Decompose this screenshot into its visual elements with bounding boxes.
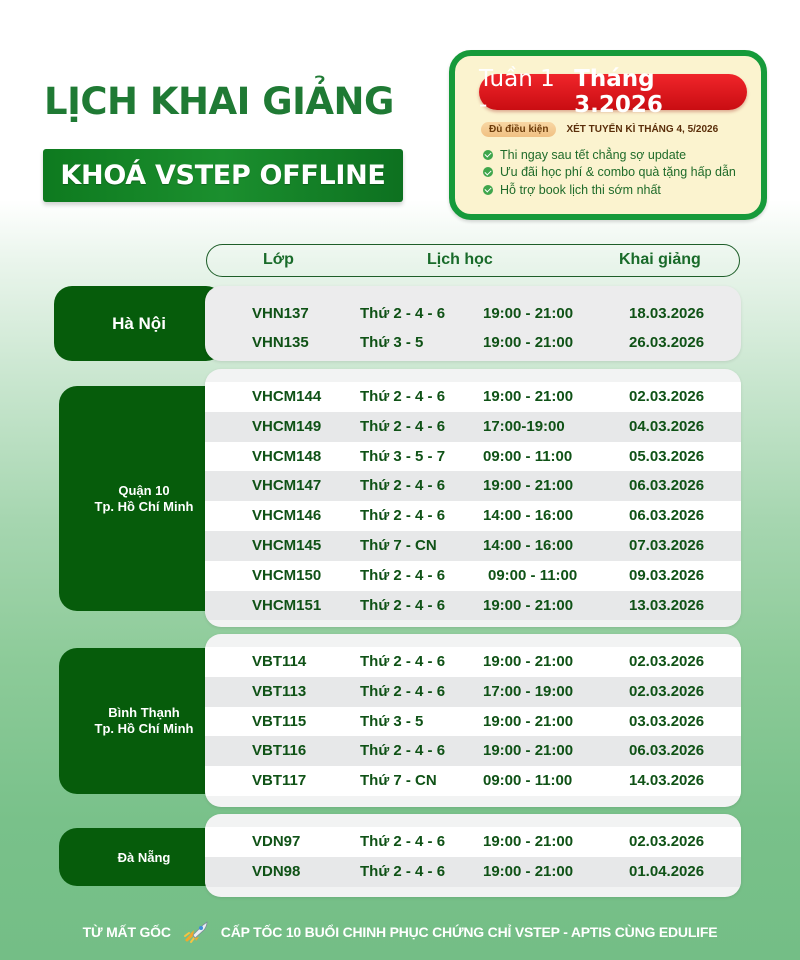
class-code: VHCM148 — [252, 447, 322, 465]
benefit-item — [483, 181, 736, 199]
class-time: 17:00-19:00 — [483, 417, 565, 435]
class-code: VBT117 — [252, 772, 307, 790]
class-time: 17:00 - 19:00 — [483, 682, 574, 700]
class-code: VHCM150 — [252, 566, 322, 584]
location-binhthanh — [59, 648, 229, 794]
class-days: Thứ 3 - 5 — [360, 712, 424, 730]
class-days: Thứ 2 - 4 - 6 — [360, 596, 446, 614]
benefit-text: Thi ngay sau tết chẳng sợ update — [500, 147, 687, 162]
class-days: Thứ 2 - 4 - 6 — [360, 417, 446, 435]
table-row — [205, 736, 741, 766]
class-days: Thứ 2 - 4 - 6 — [360, 388, 446, 405]
class-code: VHCM151 — [252, 596, 322, 614]
class-start: 14.03.2026 — [629, 772, 705, 790]
table-row — [205, 442, 741, 472]
class-time: 19:00 - 21:00 — [483, 305, 574, 322]
rocket-icon — [183, 920, 209, 944]
group-rows-binhthanh — [205, 634, 741, 807]
class-start: 03.03.2026 — [629, 712, 705, 730]
class-time: 19:00 - 21:00 — [483, 388, 574, 405]
class-time: 09:00 - 11:00 — [483, 772, 573, 790]
location-quan10 — [59, 386, 229, 611]
table-row — [205, 561, 741, 591]
class-code: VBT114 — [252, 653, 307, 670]
check-circle-icon — [483, 167, 493, 177]
class-start: 18.03.2026 — [629, 305, 705, 322]
table-row — [205, 501, 741, 531]
table-row — [205, 412, 741, 442]
location-danang — [59, 828, 229, 886]
class-start: 05.03.2026 — [629, 447, 705, 465]
group-rows-hanoi — [205, 286, 741, 361]
benefit-item — [483, 164, 736, 182]
class-code: VHCM146 — [252, 507, 322, 525]
location-hanoi — [54, 286, 224, 361]
column-start-date: Khai giảng — [619, 251, 701, 268]
group-rows-quan10 — [205, 369, 741, 627]
location-name: Đà Nẵng — [117, 849, 171, 865]
benefit-text: Hỗ trợ book lịch thi sớm nhất — [500, 182, 661, 197]
class-days: Thứ 2 - 4 - 6 — [360, 862, 446, 880]
column-class: Lớp — [263, 251, 294, 268]
table-row — [205, 647, 741, 677]
class-code: VBT113 — [252, 682, 307, 700]
class-start: 09.03.2026 — [629, 566, 705, 584]
table-row — [205, 857, 741, 887]
class-start: 02.03.2026 — [629, 388, 705, 405]
course-banner — [43, 149, 403, 202]
class-time: 19:00 - 21:00 — [483, 334, 574, 351]
check-circle-icon — [483, 150, 493, 160]
class-time: 19:00 - 21:00 — [483, 477, 574, 495]
class-days: Thứ 2 - 4 - 6 — [360, 566, 446, 584]
class-time: 19:00 - 21:00 — [483, 596, 574, 614]
class-time: 19:00 - 21:00 — [483, 742, 574, 760]
class-days: Thứ 2 - 4 - 6 — [360, 833, 446, 850]
eligible-badge: Đủ điều kiện — [481, 122, 556, 137]
footer-tagline — [0, 920, 800, 944]
class-start: 02.03.2026 — [629, 833, 705, 850]
class-start: 01.04.2026 — [629, 862, 705, 880]
class-start: 07.03.2026 — [629, 537, 705, 554]
table-row — [205, 531, 741, 561]
class-time: 19:00 - 21:00 — [483, 833, 574, 850]
class-days: Thứ 2 - 4 - 6 — [360, 742, 446, 760]
course-title: KHOÁ VSTEP OFFLINE — [60, 160, 386, 191]
location-name: Bình Thạnh — [108, 705, 180, 720]
class-start: 06.03.2026 — [629, 507, 705, 525]
table-row — [205, 591, 741, 621]
class-days: Thứ 3 - 5 - 7 — [360, 447, 446, 465]
check-circle-icon — [483, 185, 493, 195]
class-days: Thứ 3 - 5 — [360, 334, 424, 351]
location-name: Quận 10 — [118, 482, 170, 498]
class-start: 06.03.2026 — [629, 477, 705, 495]
class-start: 13.03.2026 — [629, 596, 705, 614]
class-time: 19:00 - 21:00 — [483, 653, 574, 670]
class-code: VDN97 — [252, 833, 301, 850]
class-start: 02.03.2026 — [629, 682, 705, 700]
class-code: VDN98 — [252, 862, 301, 880]
table-row — [205, 328, 741, 358]
class-code: VBT115 — [252, 712, 307, 730]
table-row — [205, 299, 741, 329]
table-row — [205, 707, 741, 737]
class-code: VHN135 — [252, 334, 309, 351]
table-row — [205, 382, 741, 412]
promo-card — [449, 50, 767, 220]
table-header — [206, 244, 740, 277]
location-city: Tp. Hồ Chí Minh — [94, 498, 194, 514]
location-name: Hà Nội — [112, 313, 166, 333]
eligible-text: XÉT TUYỂN KÌ THÁNG 4, 5/2026 — [566, 124, 719, 135]
column-schedule: Lịch học — [427, 251, 493, 268]
class-days: Thứ 2 - 4 - 6 — [360, 305, 446, 322]
benefit-item — [483, 146, 736, 164]
class-code: VBT116 — [252, 742, 307, 760]
table-row — [205, 471, 741, 501]
class-time: 09:00 - 11:00 — [488, 566, 578, 584]
benefit-text: Ưu đãi học phí & combo quà tặng hấp dẫn — [500, 165, 736, 180]
class-time: 14:00 - 16:00 — [483, 537, 574, 554]
location-city: Tp. Hồ Chí Minh — [94, 721, 194, 736]
class-code: VHN137 — [252, 305, 309, 322]
class-time: 19:00 - 21:00 — [483, 712, 574, 730]
week-badge — [479, 66, 747, 118]
class-time: 09:00 - 11:00 — [483, 447, 573, 465]
class-start: 02.03.2026 — [629, 653, 705, 670]
class-days: Thứ 2 - 4 - 6 — [360, 477, 446, 495]
class-days: Thứ 7 - CN — [360, 537, 437, 554]
page-title: LỊCH KHAI GIẢNG — [44, 80, 394, 123]
class-days: Thứ 2 - 4 - 6 — [360, 507, 446, 525]
class-days: Thứ 7 - CN — [360, 772, 437, 790]
table-row — [205, 766, 741, 796]
class-start: 04.03.2026 — [629, 417, 705, 435]
week-label: Tuần 1 - — [479, 66, 555, 118]
class-start: 26.03.2026 — [629, 334, 705, 351]
class-code: VHCM145 — [252, 537, 322, 554]
class-start: 06.03.2026 — [629, 742, 705, 760]
footer-right: CẤP TỐC 10 BUỔI CHINH PHỤC CHỨNG CHỈ VSTEP - APTIS CÙNG EDULIFE — [220, 924, 718, 940]
table-row — [205, 827, 741, 857]
class-days: Thứ 2 - 4 - 6 — [360, 653, 446, 670]
footer-left: TỪ MẤT GỐC — [82, 924, 171, 940]
class-code: VHCM147 — [252, 477, 322, 495]
group-rows-danang — [205, 814, 741, 897]
month-label: Tháng 3.2026 — [574, 66, 663, 118]
benefit-list — [483, 146, 736, 199]
class-code: VHCM144 — [252, 388, 322, 405]
class-time: 19:00 - 21:00 — [483, 862, 574, 880]
class-time: 14:00 - 16:00 — [483, 507, 574, 525]
class-days: Thứ 2 - 4 - 6 — [360, 682, 446, 700]
class-code: VHCM149 — [252, 417, 322, 435]
table-row — [205, 677, 741, 707]
eligibility-row — [481, 122, 718, 137]
